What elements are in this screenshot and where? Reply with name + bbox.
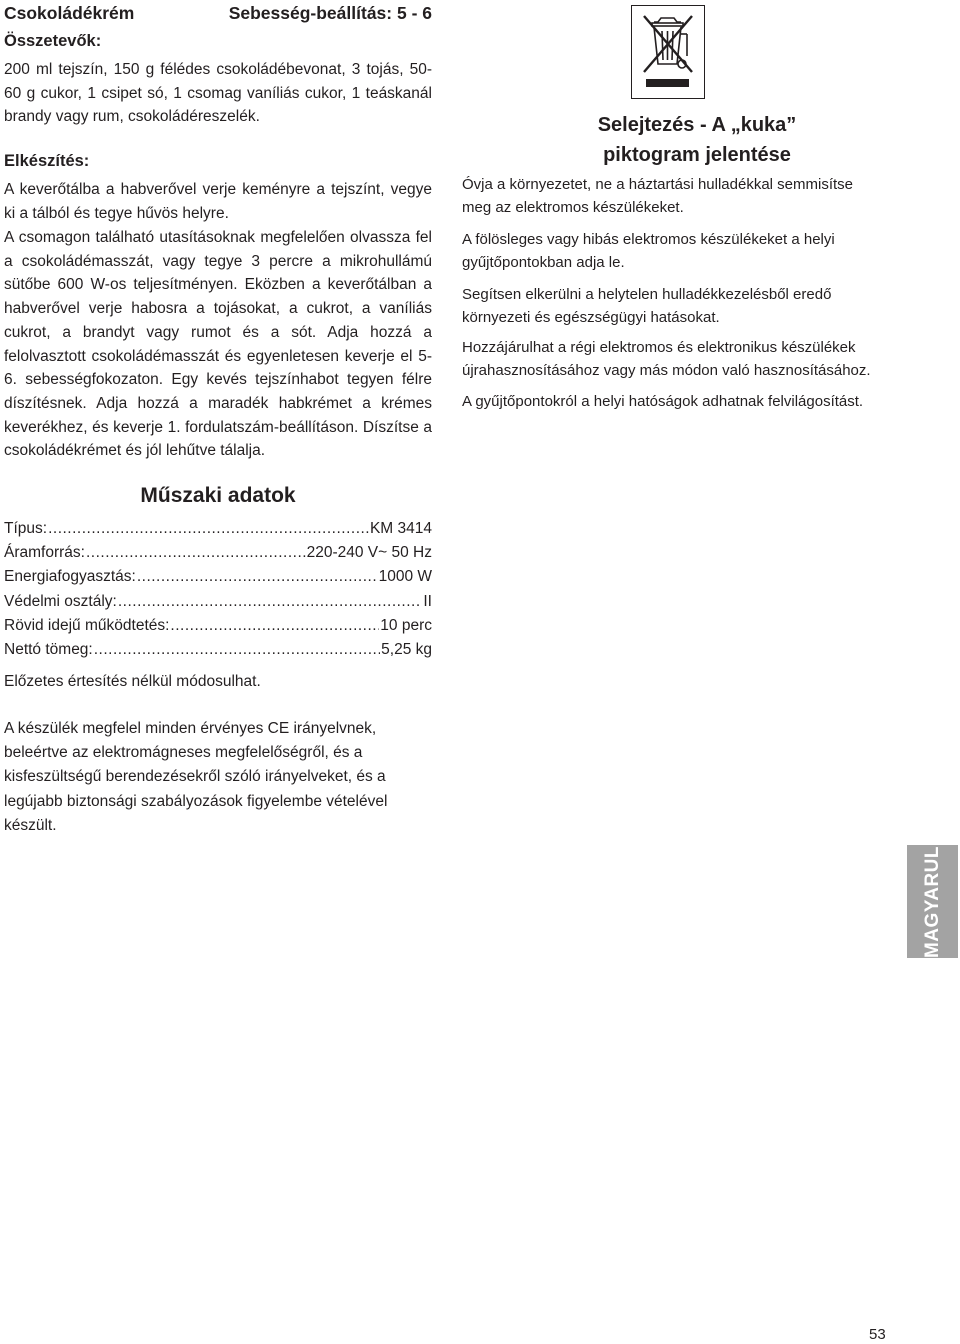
spec-value: 10 perc	[380, 616, 432, 634]
spec-list	[4, 520, 432, 665]
recipe-title: Csokoládékrém	[4, 3, 135, 23]
spec-leader-dots	[170, 617, 379, 635]
spec-row	[4, 641, 432, 665]
disposal-title	[462, 110, 932, 170]
disposal-title-line-2: piktogram jelentése	[603, 144, 791, 166]
disposal-paragraph: Hozzájárulhat a régi elektromos és elektronikus készülékek újrahasznosításához vagy más módon való hasznosításához.	[462, 339, 871, 379]
spec-leader-dots	[48, 520, 369, 538]
disposal-title-line-1: Selejtezés - A „kuka”	[597, 114, 797, 136]
spec-row	[4, 593, 432, 617]
page-number: 53	[869, 1326, 886, 1343]
technical-data-title: Műszaki adatok	[140, 484, 296, 507]
spec-leader-dots	[94, 641, 380, 659]
spec-value: II	[423, 592, 432, 610]
preparation-step-2: A csomagon található utasításoknak megfelelően olvassza fel a csokoládémasszát, vagy tegye 3 percre a mikrohullámú sütőbe 600 W-os teljesítményen. Eközben a keverőtálban a habverővel verje habosra a tojásokat, a cukrot, a vaníliás cukrot, a brandyt vagy rumot és a sót. Adja hozzá a felolvasztott csokoládémasszát és egyenletesen keverje el 5-6. sebességfokozaton. Egy kevés tejszínhabot tegyen félre díszítésnek. Adja hozzá a maradék habkrémet a krémes keverékhez, és keverje 1. fordulatszám-beállításon. Díszítse a csokoládékrémet és jól lehűtve tálalja.	[4, 229, 432, 460]
ingredients-heading: Összetevők:	[4, 32, 102, 50]
spec-label: Védelmi osztály:	[4, 592, 117, 610]
disposal-paragraph: A fölösleges vagy hibás elektromos készülékeket a helyi gyűjtőpontokban adja le.	[462, 231, 835, 271]
preparation-heading: Elkészítés:	[4, 152, 90, 170]
recipe-title-row	[4, 3, 432, 27]
spec-leader-dots	[137, 568, 378, 586]
ce-statement: A készülék megfelel minden érvényes CE irányelvnek, beleértve az elektromágneses megfelelőségről, és a kisfeszültségű berendezésekről szóló irányelveket, és a legújabb biztonsági szabályozások figyelembe vételével készült.	[4, 720, 388, 834]
spec-value: KM 3414	[369, 520, 432, 537]
spec-row	[4, 544, 432, 568]
bin-symbol-graphic	[632, 6, 703, 97]
ingredients-text: 200 ml tejszín, 150 g félédes csokoládébevonat, 3 tojás, 50-60 g cukor, 1 csipet só, 1 csomag vaníliás cukor, 1 teáskanál brandy vagy rum, csokoládéreszelék.	[4, 61, 432, 126]
crossed-out-wheeled-bin-icon	[631, 5, 705, 99]
spec-value: 220-240 V~ 50 Hz	[306, 544, 432, 562]
spec-value: 1000 W	[378, 568, 432, 586]
spec-row	[4, 617, 432, 641]
spec-leader-dots	[118, 593, 423, 611]
spec-label: Energiafogyasztás:	[4, 568, 136, 586]
language-tab	[907, 845, 958, 958]
spec-label: Nettó tömeg:	[4, 640, 93, 658]
spec-value: 5,25 kg	[381, 640, 432, 658]
modification-note: Előzetes értesítés nélkül módosulhat.	[4, 673, 261, 690]
spec-label: Rövid idejű működtetés:	[4, 616, 170, 634]
disposal-paragraph: A gyűjtőpontokról a helyi hatóságok adhatnak felvilágosítást.	[462, 393, 864, 410]
preparation-step-1: A keverőtálba a habverővel verje keményre a tejszínt, vegye ki a tálból és tegye hűvös helyre.	[4, 181, 432, 222]
disposal-paragraph: Óvja a környezetet, ne a háztartási hulladékkal semmisítse meg az elektromos készülékeket.	[462, 176, 854, 216]
speed-setting: Sebesség-beállítás: 5 - 6	[228, 3, 432, 23]
language-tab-label: MAGYARUL	[921, 845, 943, 958]
spec-row	[4, 568, 432, 592]
spec-label: Áramforrás:	[4, 544, 85, 562]
spec-row	[4, 520, 432, 544]
spec-leader-dots	[86, 544, 306, 562]
spec-label: Típus:	[4, 520, 48, 537]
disposal-paragraph: Segítsen elkerülni a helytelen hulladékkezelésből eredő környezeti és egészségügyi hatásokat.	[462, 286, 832, 326]
